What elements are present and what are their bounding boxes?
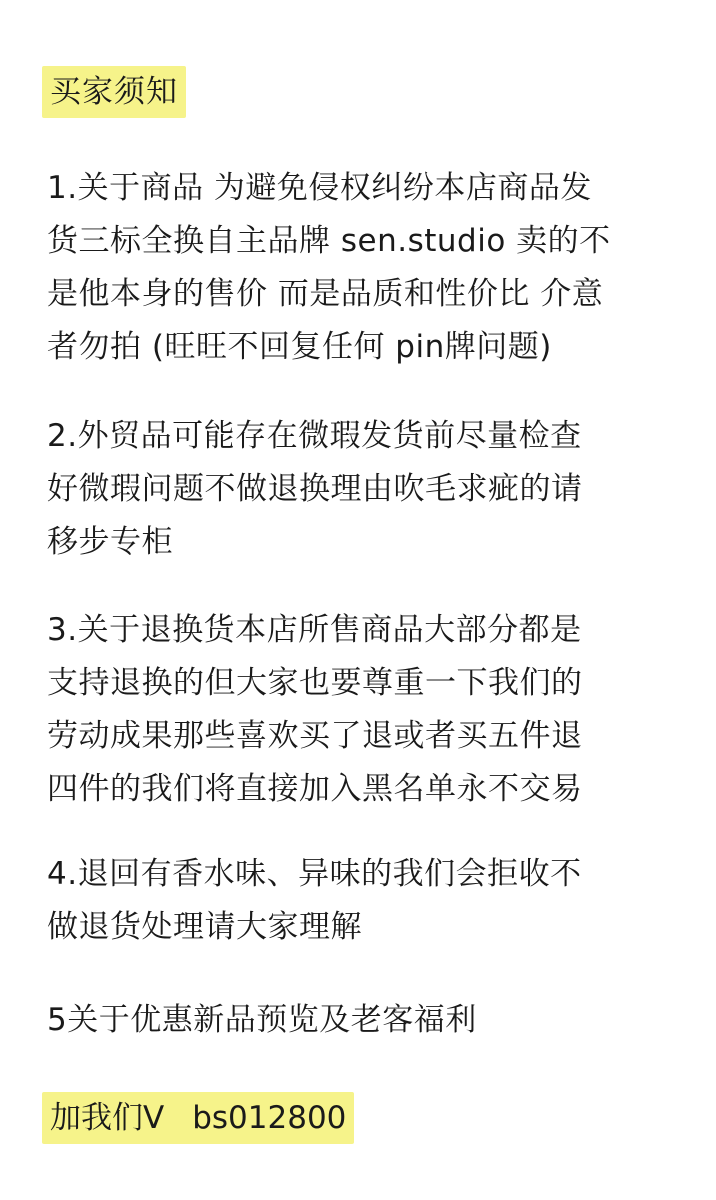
contact-highlight xyxy=(42,1092,354,1144)
notice-line: 3.关于退换货本店所售商品大部分都是 xyxy=(47,612,582,648)
notice-line: 好微瑕问题不做退换理由吹毛求疵的请 xyxy=(47,471,583,507)
notice-line: 支持退换的但大家也要尊重一下我们的 xyxy=(47,665,583,701)
notice-line: 做退货处理请大家理解 xyxy=(47,909,362,945)
notice-line: 货三标全换自主品牌 sen.studio 卖的不 xyxy=(47,223,611,259)
notice-line: 4.退回有香水味、异味的我们会拒收不 xyxy=(47,856,582,892)
notice-item-3 xyxy=(47,604,687,816)
notice-line: 5关于优惠新品预览及老客福利 xyxy=(47,1002,477,1038)
notice-item-1 xyxy=(47,162,687,374)
notice-line: 是他本身的售价 而是品质和性价比 介意 xyxy=(47,276,604,312)
contact-label: 加我们V xyxy=(50,1100,165,1136)
notice-line: 移步专柜 xyxy=(47,524,173,560)
title-highlight xyxy=(42,66,186,118)
notice-line: 劳动成果那些喜欢买了退或者买五件退 xyxy=(47,718,583,754)
contact-id: bs012800 xyxy=(192,1100,347,1136)
notice-item-4 xyxy=(47,848,687,954)
notice-line: 者勿拍 (旺旺不回复任何 pin牌问题) xyxy=(47,329,552,365)
page-title: 买家须知 xyxy=(50,74,178,110)
notice-line: 四件的我们将直接加入黑名单永不交易 xyxy=(47,771,583,807)
notice-line: 2.外贸品可能存在微瑕发货前尽量检查 xyxy=(47,418,582,454)
notice-line: 1.关于商品 为避免侵权纠纷本店商品发 xyxy=(47,170,592,206)
notice-item-5 xyxy=(47,994,687,1047)
notice-item-2 xyxy=(47,410,687,569)
